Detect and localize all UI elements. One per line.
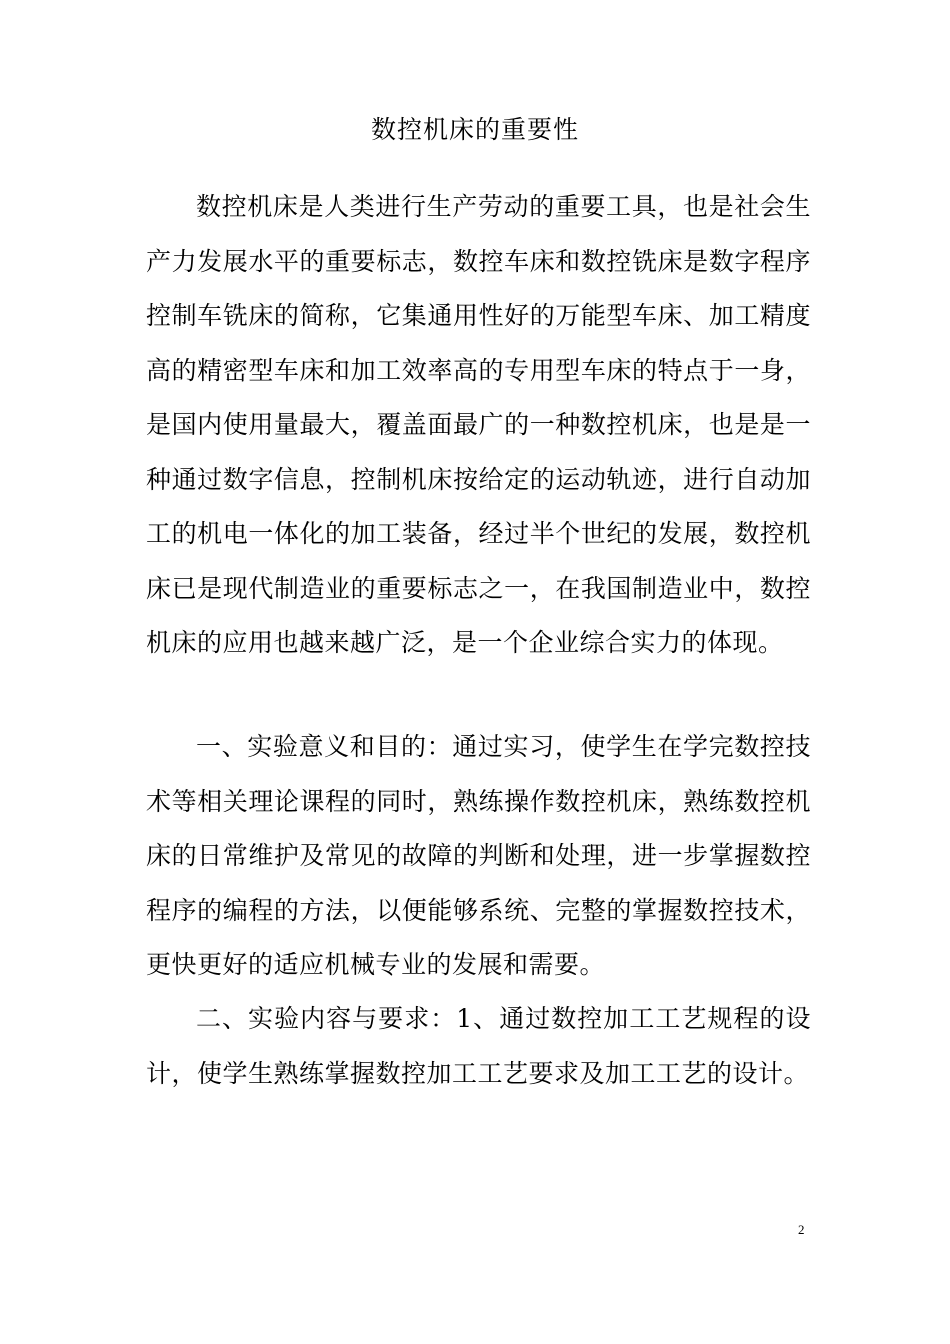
paragraph-purpose: 一、实验意义和目的：通过实习，使学生在学完数控技术等相关理论课程的同时，熟练操作数控机床，熟练数控机床的日常维护及常见的故障的判断和处理，进一步掌握数控程序的编程的方法，以便能够系统、完整的掌握数控技术，更快更好的适应机械专业的发展和需要。 [146, 732, 811, 979]
page-number: 2 [798, 1222, 805, 1237]
paragraph-content-requirements: 二、实验内容与要求：1、通过数控加工工艺规程的设计，使学生熟练掌握数控加工工艺要求及加工工艺的设计。 [146, 1004, 811, 1088]
page-title: 数控机床的重要性 [370, 115, 579, 144]
paragraph-intro: 数控机床是人类进行生产劳动的重要工具，也是社会生产力发展水平的重要标志，数控车床和数控铣床是数字程序控制车铣床的简称，它集通用性好的万能型车床、加工精度高的精密型车床和加工效率高的专用型车床的特点于一身，是国内使用量最大，覆盖面最广的一种数控机床，也是是一种通过数字信息，控制机床按给定的运动轨迹，进行自动加工的机电一体化的加工装备，经过半个世纪的发展，数控机床已是现代制造业的重要标志之一，在我国制造业中，数控机床的应用也越来越广泛，是一个企业综合实力的体现。 [146, 192, 811, 657]
